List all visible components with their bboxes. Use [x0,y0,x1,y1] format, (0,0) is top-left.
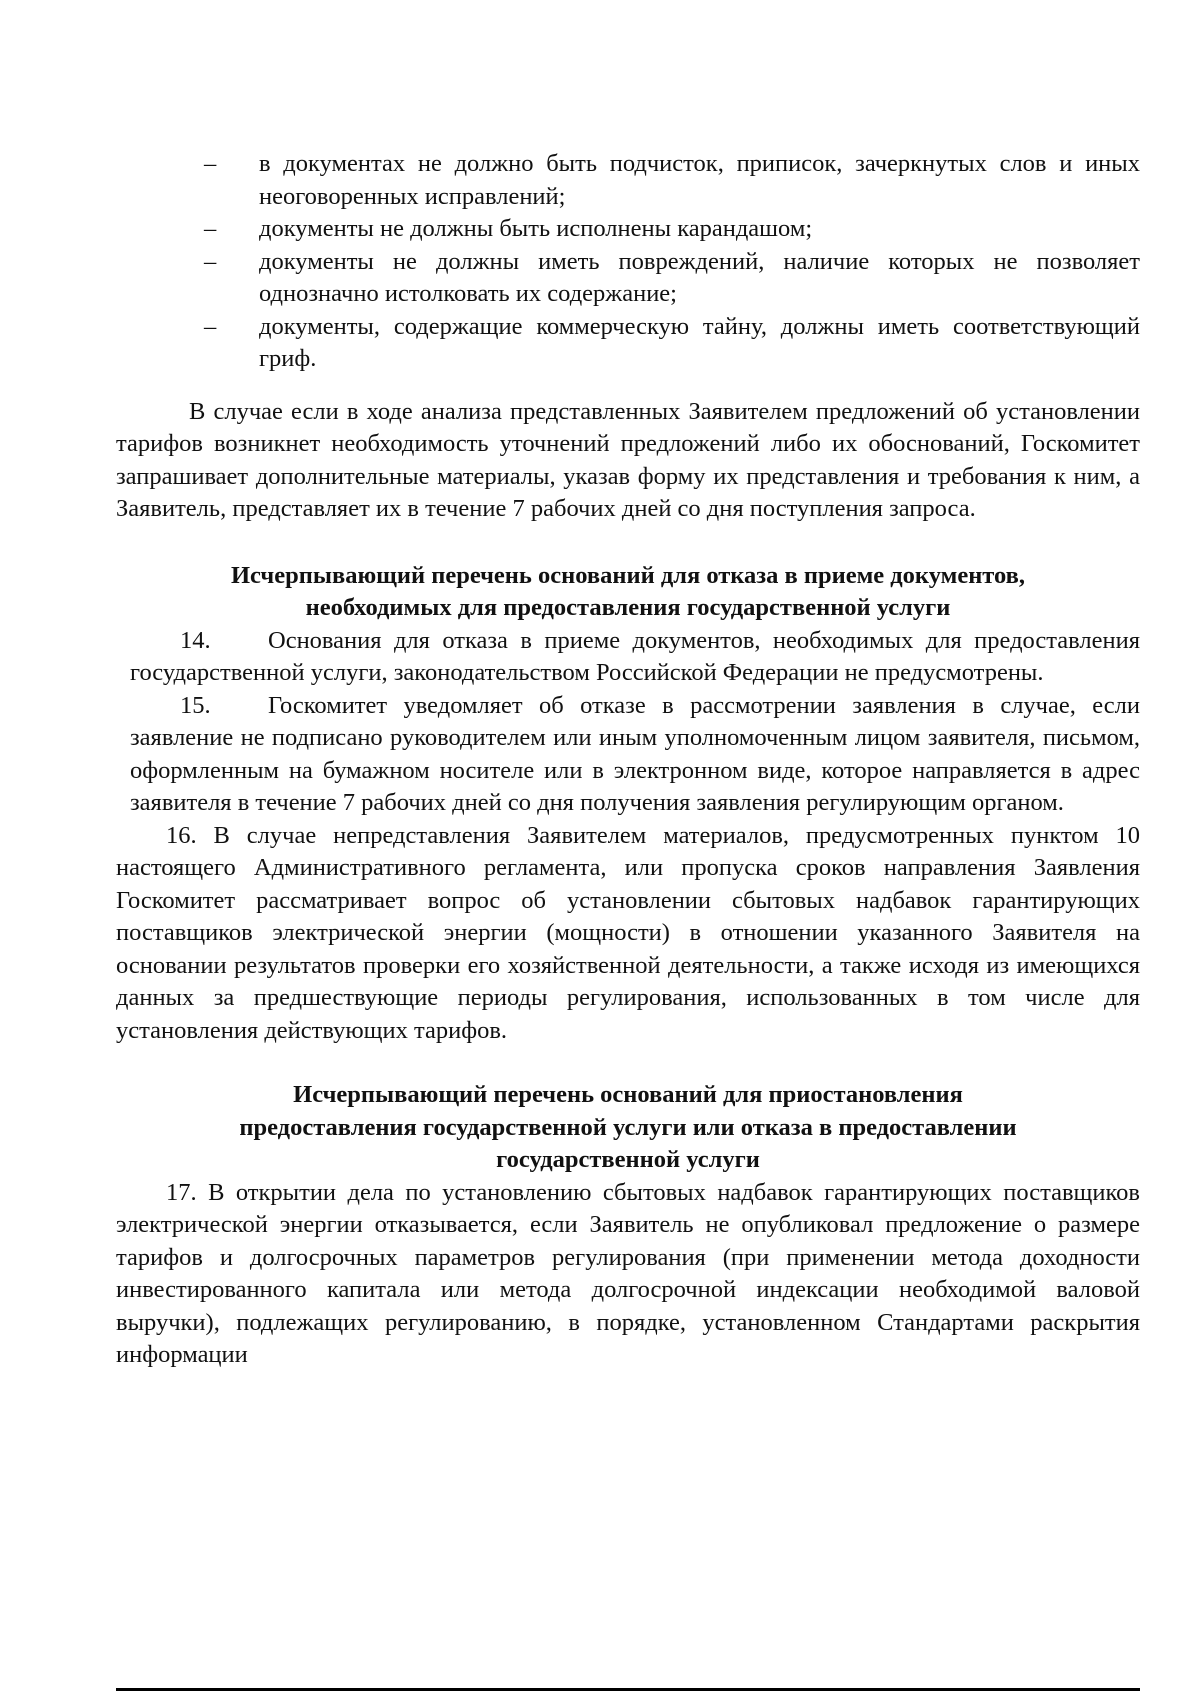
clause-17 [116,1177,1140,1372]
clause-16 [116,820,1140,1048]
section1-heading-line: Исчерпывающий перечень оснований для отказа в приеме документов, [230,561,1026,589]
list-item [116,213,1140,246]
footer-divider [116,1688,1140,1691]
list-item-text: документы не должны иметь повреждений, наличие которых не позволяет однозначно истолковать их содержание; [259,247,1140,307]
dash-marker: – [204,312,217,340]
section1-heading [116,560,1140,625]
document-page [116,148,1140,1372]
section1-heading-line: необходимых для предоставления государственной услуги [305,594,951,621]
dash-marker: – [204,247,217,275]
clause-text: Основания для отказа в приеме документов, необходимых для предоставления государственной услуги, законодательством Российской Федерации не предусмотрены. [130,626,1140,686]
section2-heading [116,1079,1140,1177]
clause-text: Госкомитет уведомляет об отказе в рассмотрении заявления в случае, если заявление не подписано руководителем или иным уполномоченным лицом заявителя, письмом, оформленным на бумажном носителе или в электронном виде, которое направляется в адрес заявителя в течение 7 рабочих дней со дня получения заявления регулирующим органом. [130,691,1140,816]
clause-number: 14. [180,626,211,654]
list-item [116,246,1140,311]
section2-heading-line: Исчерпывающий перечень оснований для приостановления [293,1081,963,1108]
list-item-text: документы не должны быть исполнены карандашом; [259,215,813,242]
section2-heading-line: государственной услуги [496,1146,760,1173]
clause-number: 15. [180,691,211,719]
intro-paragraph: В случае если в ходе анализа представленных Заявителем предложений об установлении тарифов возникнет необходимость уточнений предложений либо их обоснований, Госкомитет запрашивает дополнительные материалы, указав форму их представления и требования к ним, а Заявитель, представляет их в течение 7 рабочих дней со дня поступления запроса. [116,397,1140,522]
clause-text: В случае непредставления Заявителем материалов, предусмотренных пунктом 10 настоящего Административного регламента, или пропуска сроков направления Заявления Госкомитет рассматривает вопрос об установлении сбытовых надбавок гарантирующих поставщиков электрической энергии (мощности) в отношении указанного Заявителя на основании результатов проверки его хозяйственной деятельности, а также исходя из имеющихся данных за предшествующие периоды регулирования, использованных в том числе для установления действующих тарифов. [116,821,1140,1044]
clause-number: 16. [166,821,197,849]
list-item-text: документы, содержащие коммерческую тайну, должны иметь соответствующий гриф. [259,312,1140,372]
list-item [116,311,1140,376]
clause-number: 17. [166,1178,197,1206]
dash-marker: – [204,150,217,177]
list-item [116,148,1140,213]
requirements-list [116,148,1140,376]
clause-text: В открытии дела по установлению сбытовых надбавок гарантирующих поставщиков электрической энергии отказывается, если Заявитель не опубликовал предложение о размере тарифов и долгосрочных параметров регулирования (при применении метода доходности инвестированного капитала или метода долгосрочной индексации необходимой валовой выручки), подлежащих регулированию, в порядке, установленном Стандартами раскрытия информации [116,1178,1140,1368]
section2-heading-line: предоставления государственной услуги или отказа в предоставлении [239,1113,1017,1141]
clause-14 [116,625,1140,690]
list-item-text: в документах не должно быть подчисток, приписок, зачеркнутых слов и иных неоговоренных исправлений; [259,150,1140,210]
dash-marker: – [204,215,217,242]
clause-15 [116,690,1140,820]
